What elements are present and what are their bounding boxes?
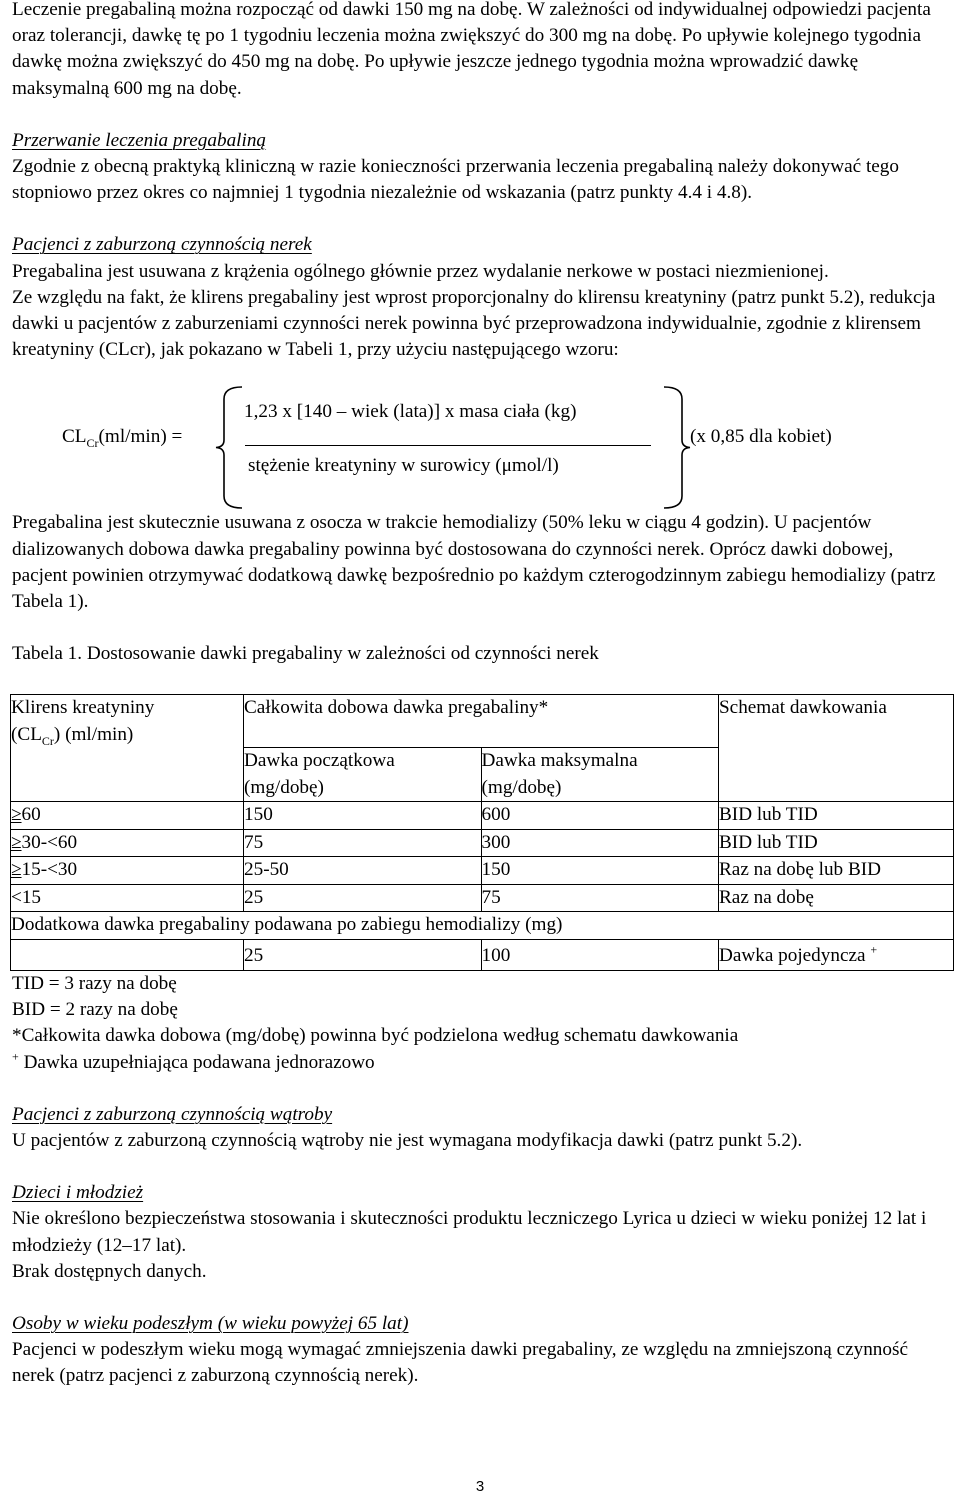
clearance-value: 30-<60 [21, 831, 78, 853]
dialysis-label: Dodatkowa dawka pregabaliny podawana po zabiegu hemodializy (mg) [11, 912, 954, 940]
clearance-value: <15 [11, 886, 42, 908]
ge-symbol: ≥ [11, 804, 22, 826]
dialysis-start-value: 25 [244, 939, 482, 970]
header-clearance: Klirens kreatyniny $(CL_{Cr})$ (ml/min) [11, 695, 244, 802]
renal-heading: Pacjenci z zaburzoną czynnością nerek [12, 234, 312, 256]
table-row [11, 829, 954, 857]
children-text-2: Brak dostępnych danych. [12, 1260, 207, 1282]
discontinuation-heading: Przerwanie leczenia pregabaliną [12, 129, 267, 151]
discontinuation-text: Zgodnie z obecną praktyką kliniczną w razie konieczności przerwania leczenia pregabaliną należy dokonywać tego stopniowo przez okres co najmniej 1 tygodnia niezależnie od wskazania (patrz punkty 4.4 i 4.8). [12, 156, 899, 204]
elderly-heading: Osoby w wieku podeszłym (w wieku powyżej 65 lat) [12, 1312, 409, 1334]
clearance-formula [12, 385, 947, 510]
formula-lhs: $CL_{Cr}(ml/\min)$ = [62, 426, 183, 451]
dose-table [10, 694, 954, 971]
renal-text-3: Pregabalina jest skutecznie usuwana z osocza w trakcie hemodializy (50% leku w ciągu 4 godzin). U pacjentów dializowanych dobowa dawka pregabaliny powinna być dostosowana do czynności nerek. Oprócz dawki dobowej, pacjent powinien otrzymywać dodatkową dawkę bezpośrednio po każdym czterogodzinnym zabiegu hemodializy (patrz Tabela 1). [12, 512, 936, 613]
fraction-line [245, 445, 651, 446]
schedule-value: BID lub TID [719, 802, 954, 830]
start-dose-value: 25 [244, 884, 482, 912]
ge-symbol: ≥ [11, 859, 22, 881]
page-number: 3 [475, 1478, 485, 1495]
start-dose-value: 150 [244, 802, 482, 830]
intro-paragraph: Leczenie pregabaliną można rozpocząć od dawki 150 mg na dobę. W zależności od indywidualnej odpowiedzi pacjenta oraz tolerancji, dawkę tę po 1 tygodniu leczenia można zwiększyć do 300 mg na dobę. Po upływie kolejnego tygodnia dawkę można zwiększyć do 450 mg na dobę. Po upływie jeszcze jednego tygodnia można wprowadzić dawkę maksymalną 600 mg na dobę. [12, 0, 931, 99]
note-tid: TID = 3 razy na dobę [12, 972, 177, 994]
children-heading: Dzieci i młodzież [12, 1182, 144, 1204]
max-dose-value: 300 [481, 829, 719, 857]
right-bracket-icon [662, 385, 692, 510]
max-dose-value: 150 [481, 857, 719, 885]
table-header-row [11, 695, 954, 748]
header-max-dose: Dawka maksymalna (mg/dobę) [481, 748, 719, 802]
start-dose-value: 75 [244, 829, 482, 857]
hepatic-text: U pacjentów z zaburzoną czynnością wątroby nie jest wymagana modyfikacja dawki (patrz punkt 5.2). [12, 1129, 803, 1151]
table-row [11, 857, 954, 885]
formula-numerator: 1,23 x [140 – wiek (lata)] x masa ciała (kg) [244, 401, 577, 423]
renal-text-2: Ze względu na fakt, że klirens pregabaliny jest wprost proporcjonalny do klirensu kreatyniny (patrz punkt 5.2), redukcja dawki u pacjentów z zaburzeniami czynności nerek powinna być przeprowadzona indywidualnie, zgodnie z klirensem kreatyniny (CLcr), jak pokazano w Tabeli 1, przy użyciu następującego wzoru: [12, 286, 936, 361]
max-dose-value: 600 [481, 802, 719, 830]
header-schedule: Schemat dawkowania [719, 695, 954, 802]
start-dose-value: 25-50 [244, 857, 482, 885]
renal-text-1: Pregabalina jest usuwana z krążenia ogólnego głównie przez wydalanie nerkowe w postaci niezmienionej. [12, 260, 829, 282]
formula-denominator: stężenie kreatyniny w surowicy (μmol/l) [248, 455, 559, 477]
note-bid: BID = 2 razy na dobę [12, 999, 178, 1021]
table-caption: Tabela 1. Dostosowanie dawki pregabaliny w zależności od czynności nerek [12, 643, 599, 665]
schedule-value: BID lub TID [719, 829, 954, 857]
ge-symbol: ≥ [11, 831, 22, 853]
children-text-1: Nie określono bezpieczeństwa stosowania i skuteczności produktu leczniczego Lyrica u dzieci w wieku poniżej 12 lat i młodzieży (12–17 lat). [12, 1208, 927, 1256]
schedule-value: Raz na dobę [719, 884, 954, 912]
hepatic-heading: Pacjenci z zaburzoną czynnością wątroby [12, 1103, 333, 1125]
table-row [11, 884, 954, 912]
clearance-value: 60 [21, 804, 41, 826]
left-bracket-icon [214, 385, 244, 510]
dialysis-max-value: 100 [481, 939, 719, 970]
max-dose-value: 75 [481, 884, 719, 912]
formula-rhs: (x 0,85 dla kobiet) [690, 426, 832, 448]
note-plus: + Dawka uzupełniająca podawana jednorazowo [12, 1049, 375, 1073]
table-row [11, 802, 954, 830]
header-total-dose: Całkowita dobowa dawka pregabaliny* [244, 695, 719, 748]
dialysis-row [11, 939, 954, 970]
dialysis-schedule-value: Dawka pojedyncza + [719, 939, 954, 970]
header-start-dose: Dawka początkowa (mg/dobę) [244, 748, 482, 802]
dialysis-label-row [11, 912, 954, 940]
clearance-value: 15-<30 [21, 859, 78, 881]
elderly-text: Pacjenci w podeszłym wieku mogą wymagać zmniejszenia dawki pregabaliny, ze względu na zmniejszoną czynność nerek (patrz pacjenci z zaburzoną czynnością nerek). [12, 1339, 908, 1387]
schedule-value: Raz na dobę lub BID [719, 857, 954, 885]
note-star: *Całkowita dawka dobowa (mg/dobę) powinna być podzielona według schematu dawkowania [12, 1025, 739, 1047]
document-page [12, 0, 947, 1390]
